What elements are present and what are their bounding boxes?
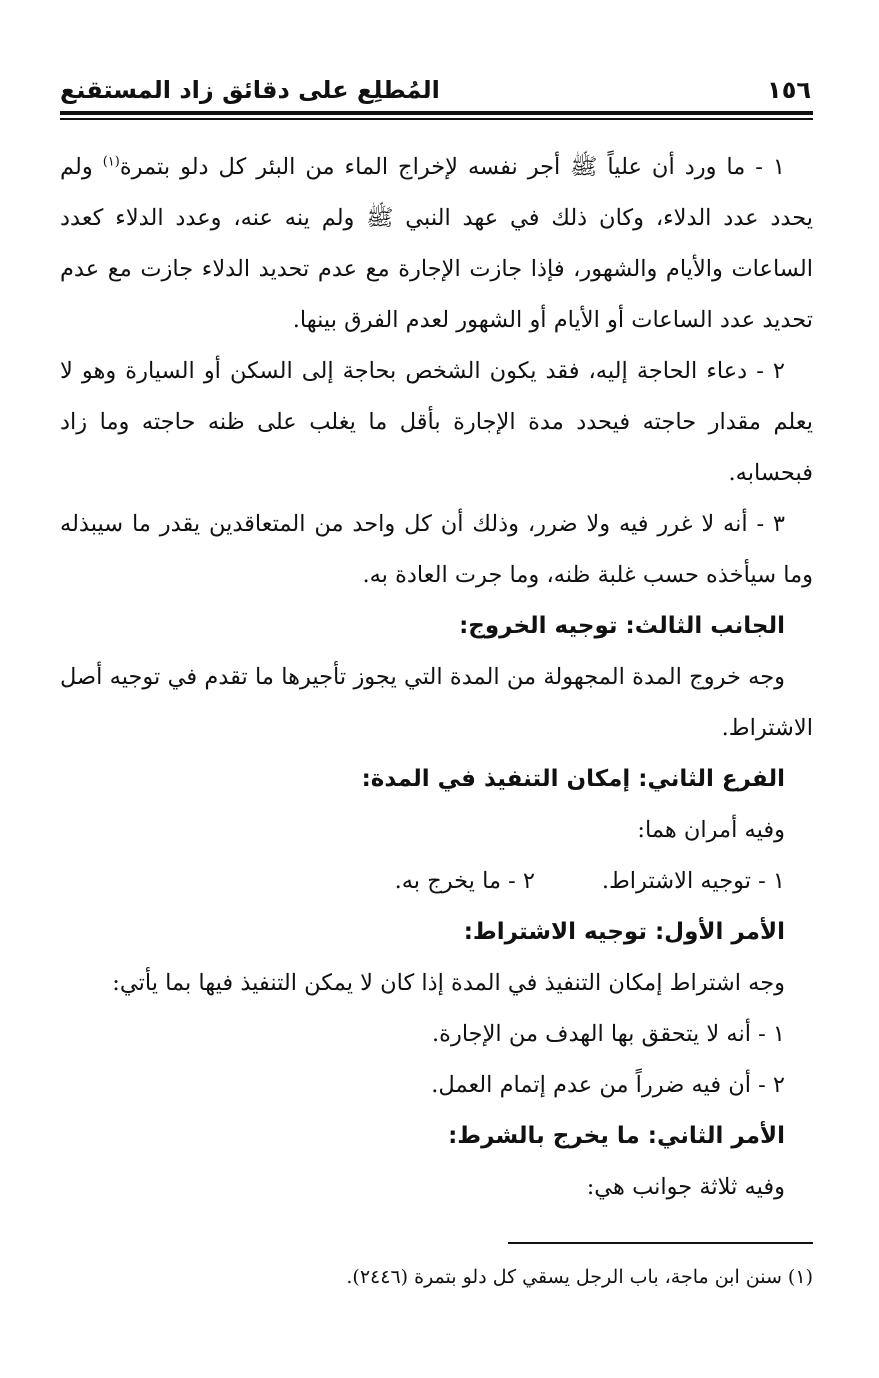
footnote: (١) سنن ابن ماجة، باب الرجل يسقي كل دلو بتمرة (٢٤٤٦). — [346, 1266, 813, 1288]
paragraph: وفيه أمران هما: — [637, 817, 785, 843]
paragraph: وفيه ثلاثة جوانب هي: — [586, 1174, 785, 1200]
list-item: ١ - توجيه الاشتراط. — [601, 868, 785, 894]
paragraph-evidence-1 — [60, 142, 813, 346]
list-item: ١ - أنه لا يتحقق بها الهدف من الإجارة. — [432, 1021, 785, 1047]
page-header — [60, 76, 813, 108]
list-item: ٢ - ما يخرج به. — [394, 868, 535, 894]
paragraph-text: ولم يحدد عدد الدلاء، وكان ذلك في عهد النبي ﷺ ولم ينه عنه، وعدد الدلاء كعدد الساعات والأيام والشهور، فإذا جازت الإجارة مع عدم تحديد الدلاء جازت مع عدم تحديد عدد الساعات أو الأيام أو الشهور لعدم الفرق بينها. — [60, 154, 813, 333]
section-heading: الجانب الثالث: توجيه الخروج: — [459, 613, 785, 639]
paragraph-evidence-3: ٣ - أنه لا غرر فيه ولا ضرر، وذلك أن كل واحد من المتعاقدين يقدر ما سيبذله وما سيأخذه حسب غلبة ظنه، وما جرت العادة به. — [60, 511, 813, 588]
list-item: ٢ - أن فيه ضرراً من عدم إتمام العمل. — [431, 1072, 785, 1098]
section-heading: الفرع الثاني: إمكان التنفيذ في المدة: — [361, 766, 785, 792]
book-page — [60, 0, 813, 1378]
body-text — [60, 142, 813, 1213]
header-rule-thick — [60, 111, 813, 115]
paragraph-evidence-2: ٢ - دعاء الحاجة إليه، فقد يكون الشخص بحاجة إلى السكن أو السيارة وهو لا يعلم مقدار حاجته فيحدد مدة الإجارة بأقل ما يغلب على ظنه حاجته وما زاد فبحسابه. — [60, 358, 813, 486]
footnote-separator — [508, 1242, 813, 1244]
footnote-reference: (١) — [102, 154, 120, 170]
paragraph-text: ١ - ما ورد أن علياً ﷺ أجر نفسه لإخراج الماء من البئر كل دلو بتمرة — [119, 154, 785, 180]
section-heading: الأمر الثاني: ما يخرج بالشرط: — [448, 1123, 785, 1149]
two-column-list — [60, 856, 813, 907]
page-number: ١٥٦ — [767, 76, 811, 104]
running-title: المُطلِع على دقائق زاد المستقنع — [60, 76, 440, 104]
paragraph: وجه اشتراط إمكان التنفيذ في المدة إذا كان لا يمكن التنفيذ فيها بما يأتي: — [112, 970, 785, 996]
paragraph: وجه خروج المدة المجهولة من المدة التي يجوز تأجيرها ما تقدم في توجيه أصل الاشتراط. — [60, 664, 813, 741]
header-rule-thin — [60, 118, 813, 120]
section-heading: الأمر الأول: توجيه الاشتراط: — [463, 919, 785, 945]
